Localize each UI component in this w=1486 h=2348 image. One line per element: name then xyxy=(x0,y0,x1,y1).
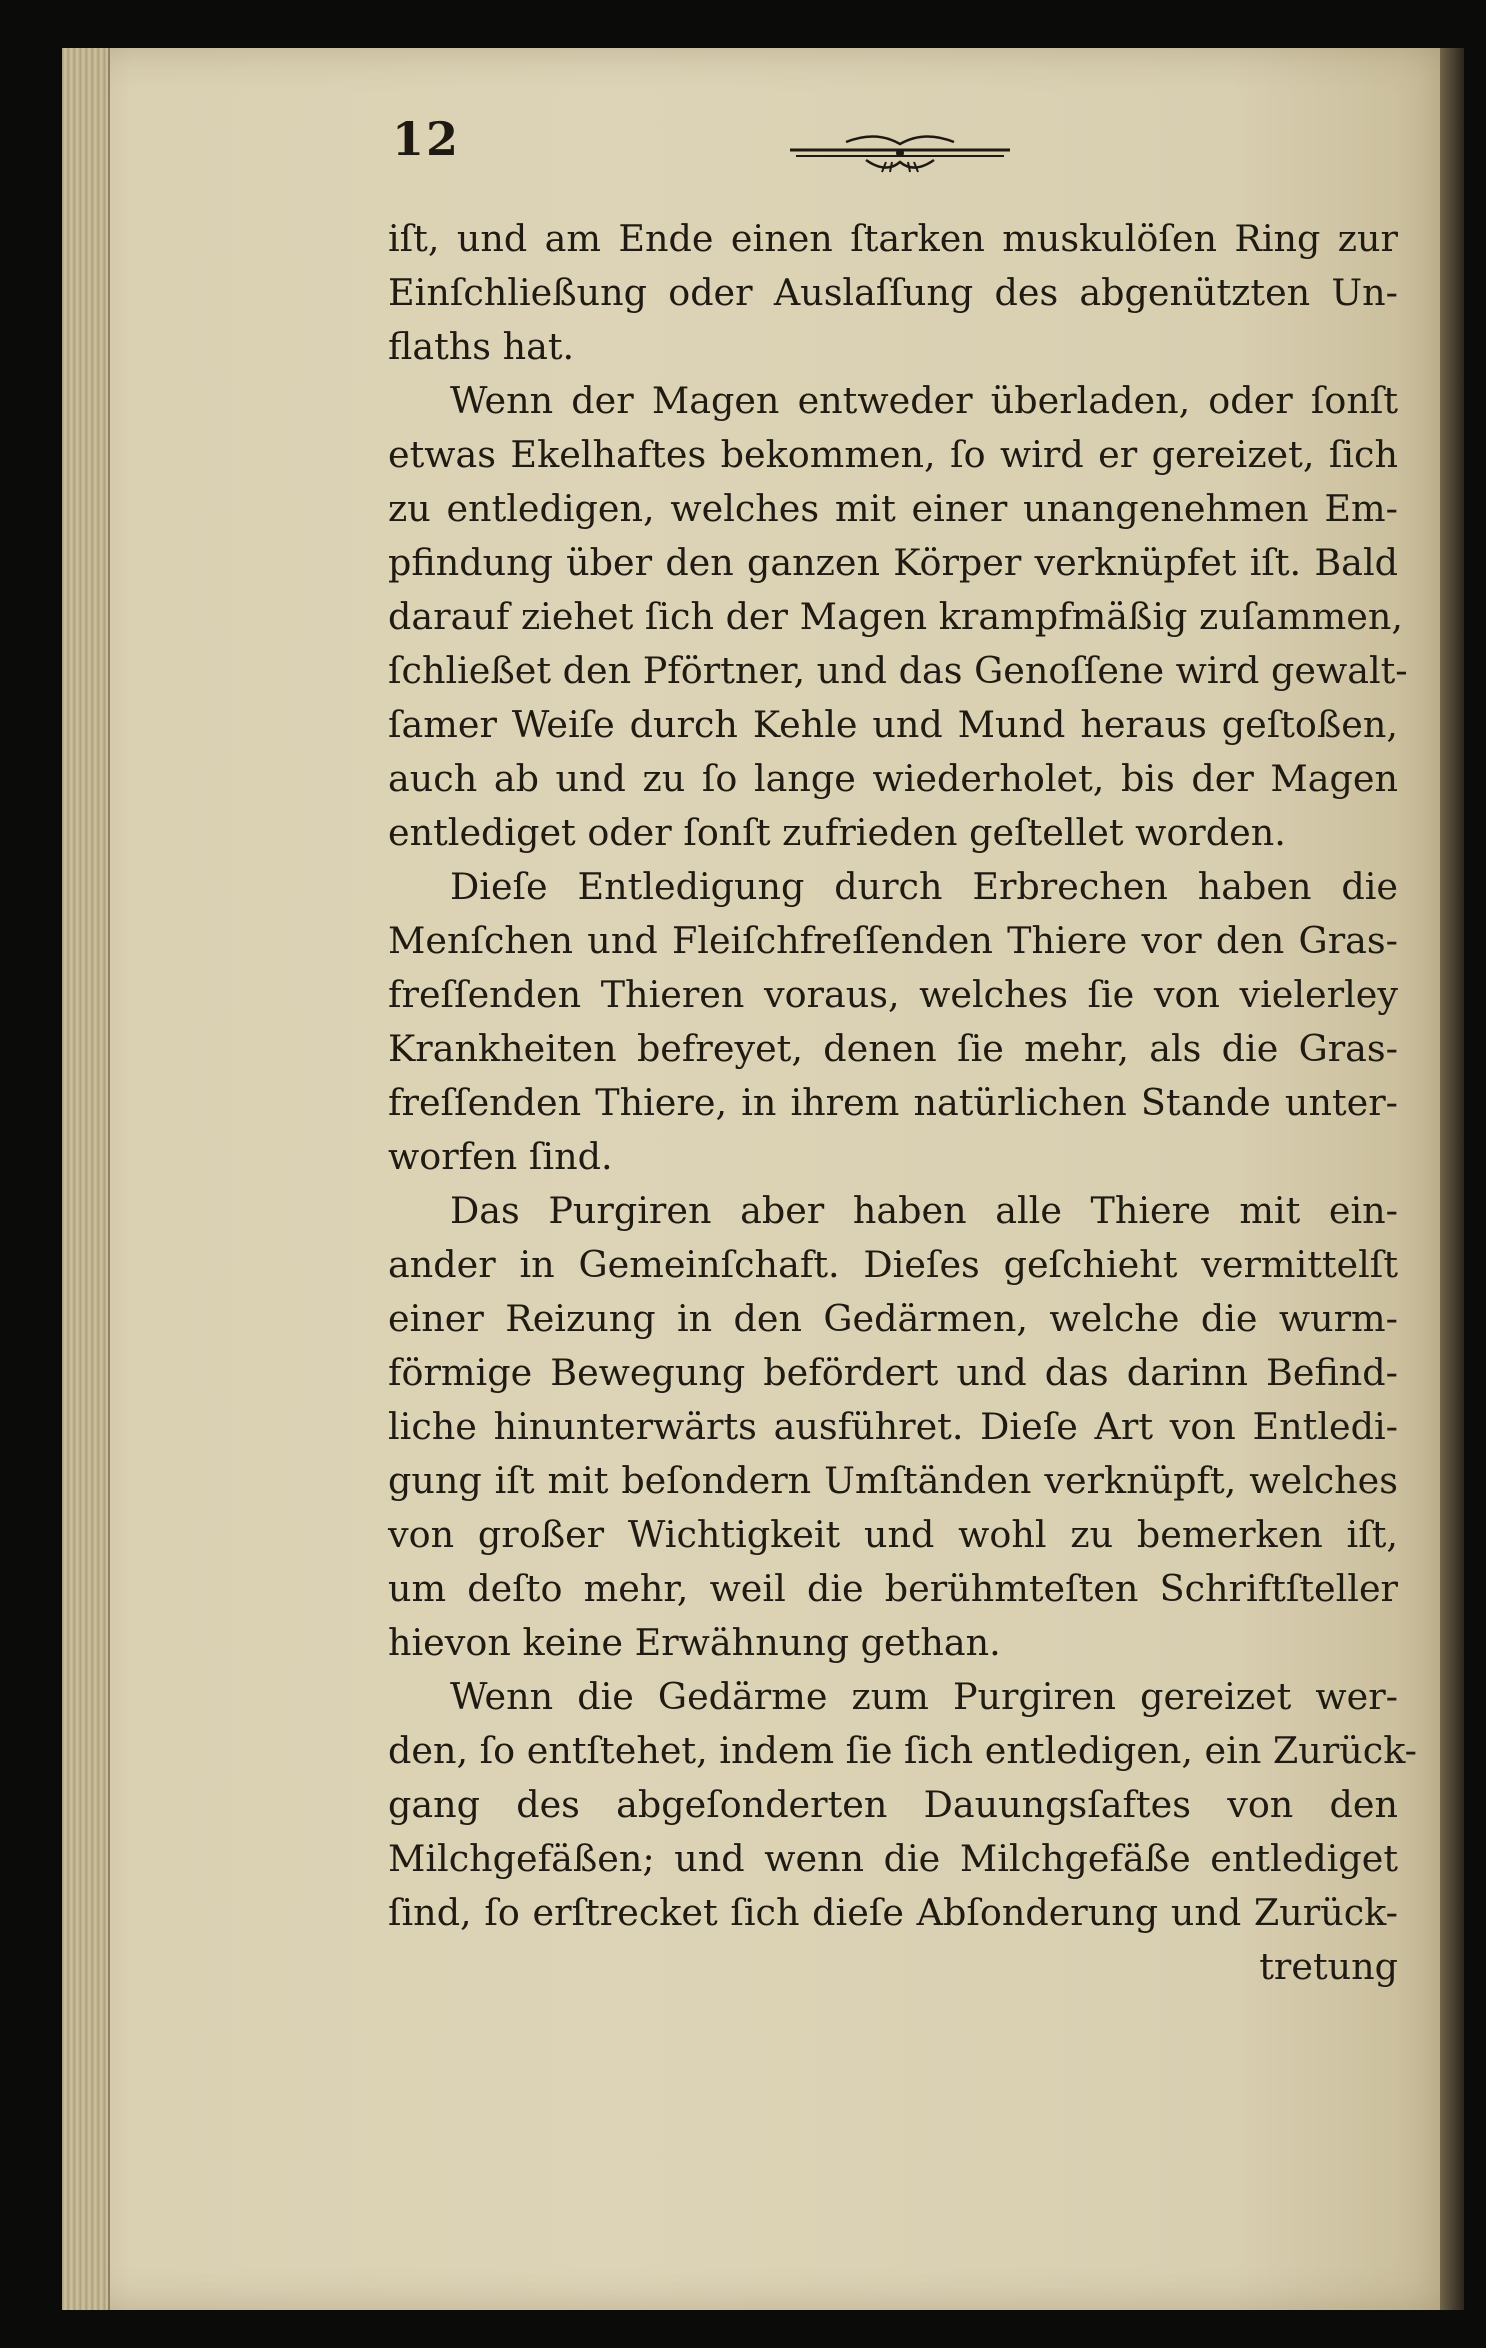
text-line: ander in Gemeinſchaft. Dieſes geſchieht vermittelſt xyxy=(388,1243,1398,1286)
text-line: entlediget oder ſonſt zufrieden geſtellet worden. xyxy=(388,811,1286,854)
text-line: einer Reizung in den Gedärmen, welche die wurm- xyxy=(388,1297,1398,1340)
catchword: tretung xyxy=(1259,1945,1398,1988)
text-line: Dieſe Entledigung durch Erbrechen haben die xyxy=(450,865,1398,908)
text-line: darauf ziehet ſich der Magen krampfmäßig zuſammen, xyxy=(388,595,1403,638)
text-line: iſt, und am Ende einen ſtarken muskulöſen Ring zur xyxy=(388,217,1398,260)
text-line: Das Purgiren aber haben alle Thiere mit ein- xyxy=(450,1189,1398,1232)
page-number: 12 xyxy=(392,112,461,166)
text-line: etwas Ekelhaftes bekommen, ſo wird er gereizet, ſich xyxy=(388,433,1398,476)
text-line: Wenn die Gedärme zum Purgiren gereizet wer- xyxy=(450,1675,1398,1718)
text-line: förmige Bewegung befördert und das darinn Befind- xyxy=(388,1351,1398,1394)
text-line: ſind, ſo erſtrecket ſich dieſe Abſonderung und Zurück- xyxy=(388,1891,1398,1934)
text-line: flaths hat. xyxy=(388,325,575,368)
body-text xyxy=(388,212,1418,1994)
header-ornament-icon xyxy=(786,128,1014,178)
text-line: Milchgefäßen; und wenn die Milchgefäße entlediget xyxy=(388,1837,1398,1880)
text-line: gung iſt mit beſondern Umſtänden verknüpft, welches xyxy=(388,1459,1398,1502)
text-line: ſamer Weiſe durch Kehle und Mund heraus geſtoßen, xyxy=(388,703,1398,746)
text-line: liche hinunterwärts ausführet. Dieſe Art von Entledi- xyxy=(388,1405,1398,1448)
text-line: von großer Wichtigkeit und wohl zu bemerken iſt, xyxy=(388,1513,1398,1556)
text-line: Menſchen und Fleiſchfreſſenden Thiere vor den Gras- xyxy=(388,919,1398,962)
text-line: Krankheiten befreyet, denen ſie mehr, als die Gras- xyxy=(388,1027,1398,1070)
text-line: freſſenden Thiere, in ihrem natürlichen Stande unter- xyxy=(388,1081,1398,1124)
text-line: um deſto mehr, weil die berühmteſten Schriftſteller xyxy=(388,1567,1398,1610)
text-line: zu entledigen, welches mit einer unangenehmen Em- xyxy=(388,487,1398,530)
text-line: den, ſo entſtehet, indem ſie ſich entledigen, ein Zurück- xyxy=(388,1729,1418,1772)
text-line: Wenn der Magen entweder überladen, oder ſonſt xyxy=(450,379,1398,422)
next-page-edge xyxy=(1440,48,1464,2310)
text-line: gang des abgeſonderten Dauungsſaftes von den xyxy=(388,1783,1398,1826)
text-line: Einſchließung oder Auslaſſung des abgenützten Un- xyxy=(388,271,1398,314)
text-line: ſchließet den Pförtner, und das Genoſſene wird gewalt- xyxy=(388,649,1408,692)
text-line: pfindung über den ganzen Körper verknüpfet iſt. Bald xyxy=(388,541,1398,584)
text-line: worfen ſind. xyxy=(388,1135,613,1178)
page-stack-edge xyxy=(62,48,110,2310)
text-line: hievon keine Erwähnung gethan. xyxy=(388,1621,1001,1664)
text-line: auch ab und zu ſo lange wiederholet, bis der Magen xyxy=(388,757,1398,800)
text-line: freſſenden Thieren voraus, welches ſie von vielerley xyxy=(388,973,1398,1016)
